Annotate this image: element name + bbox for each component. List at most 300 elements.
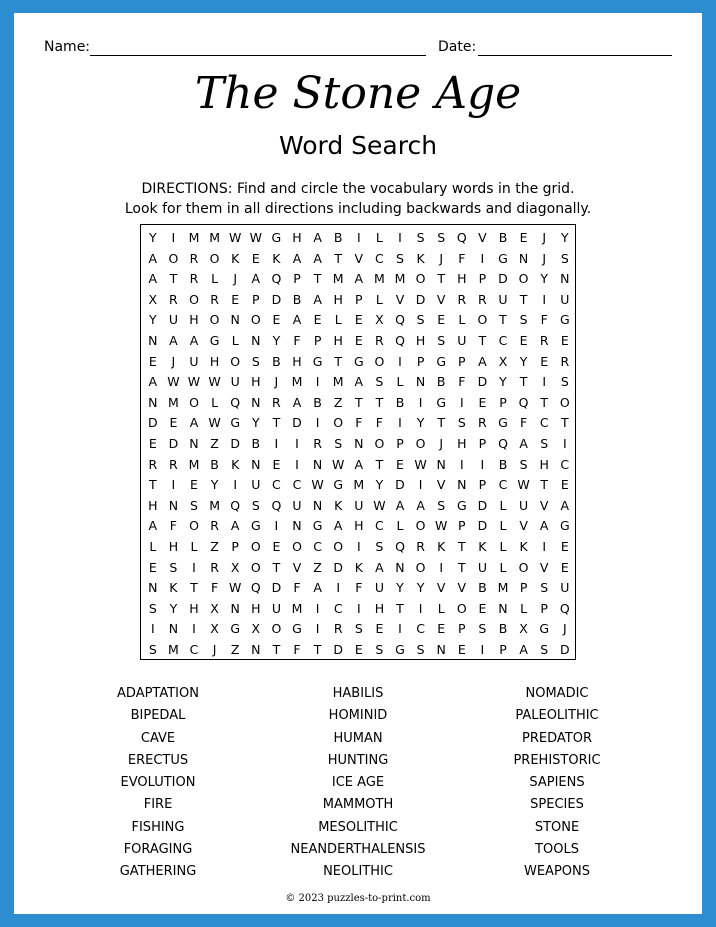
grid-cell[interactable]: L [520,600,528,616]
grid-cell[interactable]: D [477,497,488,513]
grid-cell[interactable]: S [540,642,549,657]
grid-cell[interactable]: A [478,353,487,369]
grid-cell[interactable]: D [292,415,302,431]
grid-cell[interactable]: H [209,353,220,369]
grid-cell[interactable]: H [168,539,179,554]
grid-cell[interactable]: N [498,600,508,616]
grid-cell[interactable]: J [542,230,547,245]
grid-cell[interactable]: K [354,559,363,575]
grid-cell[interactable]: W [435,518,448,534]
grid-cell[interactable]: A [148,250,158,266]
grid-cell[interactable]: M [188,230,200,245]
grid-cell[interactable]: A [354,374,364,390]
grid-cell[interactable]: V [478,230,487,245]
grid-cell[interactable]: H [251,374,261,390]
grid-cell[interactable]: B [210,456,219,472]
grid-cell[interactable]: S [416,230,425,245]
grid-cell[interactable]: S [540,436,549,451]
grid-cell[interactable]: P [478,436,487,451]
grid-cell[interactable]: L [190,539,198,554]
grid-cell[interactable]: N [518,250,529,266]
grid-cell[interactable]: A [251,271,261,287]
grid-cell[interactable]: R [189,250,199,266]
grid-cell[interactable]: R [313,436,322,451]
grid-cell[interactable]: T [396,600,404,616]
grid-cell[interactable]: M [332,271,344,287]
grid-cell[interactable]: Y [251,415,260,431]
grid-cell[interactable]: T [190,580,198,596]
grid-cell[interactable]: T [169,271,178,287]
grid-cell[interactable]: E [560,477,569,493]
grid-cell[interactable]: D [271,580,282,596]
grid-cell[interactable]: P [499,394,507,410]
grid-cell[interactable]: S [457,415,466,431]
grid-cell[interactable]: A [292,250,302,266]
grid-cell[interactable]: M [497,580,509,596]
grid-cell[interactable]: C [560,456,570,472]
grid-cell[interactable]: G [230,621,241,637]
grid-cell[interactable]: S [396,250,404,266]
grid-cell[interactable]: L [396,518,404,534]
grid-cell[interactable]: I [562,436,567,451]
grid-cell[interactable]: B [333,230,343,245]
grid-cell[interactable]: A [333,518,343,534]
grid-cell[interactable]: A [519,642,528,657]
grid-cell[interactable]: D [477,374,488,390]
grid-cell[interactable]: O [189,518,199,534]
grid-cell[interactable]: G [312,518,323,534]
grid-cell[interactable]: W [229,580,242,596]
grid-cell[interactable]: F [458,374,466,390]
grid-cell[interactable]: C [313,539,322,554]
grid-cell[interactable]: F [355,580,363,596]
grid-cell[interactable]: I [418,394,423,410]
grid-cell[interactable]: F [540,312,548,328]
grid-cell[interactable]: O [374,436,385,451]
grid-cell[interactable]: N [148,580,158,596]
grid-cell[interactable]: A [354,271,364,287]
grid-cell[interactable]: P [231,539,239,554]
grid-cell[interactable]: O [250,559,261,575]
grid-cell[interactable]: S [251,353,260,369]
grid-cell[interactable]: O [250,312,261,328]
grid-cell[interactable]: K [272,250,281,266]
grid-cell[interactable]: C [416,621,425,637]
grid-cell[interactable]: X [210,621,219,637]
grid-cell[interactable]: S [416,642,425,657]
grid-cell[interactable]: X [148,291,158,307]
grid-cell[interactable]: O [559,394,570,410]
grid-cell[interactable]: Y [396,580,404,596]
grid-cell[interactable]: D [230,436,240,451]
grid-cell[interactable]: B [498,230,508,245]
grid-cell[interactable]: R [416,539,425,554]
grid-cell[interactable]: H [292,230,302,245]
grid-cell[interactable]: T [375,456,384,472]
grid-cell[interactable]: O [415,436,426,451]
grid-cell[interactable]: W [187,374,201,390]
grid-cell[interactable]: O [209,312,220,328]
grid-cell[interactable]: I [315,415,320,431]
grid-cell[interactable]: L [211,271,219,287]
grid-cell[interactable]: P [416,353,425,369]
grid-cell[interactable]: Q [230,497,241,513]
grid-cell[interactable]: I [459,394,464,410]
grid-cell[interactable]: Y [148,312,157,328]
grid-cell[interactable]: E [354,642,363,657]
grid-cell[interactable]: W [208,374,221,390]
grid-cell[interactable]: A [519,436,528,451]
grid-cell[interactable]: W [167,374,180,390]
grid-cell[interactable]: E [396,456,404,472]
grid-cell[interactable]: F [210,580,219,596]
grid-cell[interactable]: F [375,415,383,431]
grid-cell[interactable]: O [209,250,220,266]
grid-cell[interactable]: N [251,394,261,410]
grid-cell[interactable]: G [250,518,261,534]
grid-cell[interactable]: T [437,415,445,431]
grid-cell[interactable]: L [375,230,383,245]
grid-cell[interactable]: T [375,394,384,410]
grid-cell[interactable]: R [272,394,281,410]
grid-cell[interactable]: I [398,230,402,245]
grid-cell[interactable]: M [209,497,220,513]
grid-cell[interactable]: I [542,539,547,554]
grid-cell[interactable]: E [478,600,487,616]
grid-cell[interactable]: M [353,477,365,493]
grid-cell[interactable]: O [415,271,426,287]
grid-cell[interactable]: Q [518,394,529,410]
grid-cell[interactable]: I [171,230,176,245]
grid-cell[interactable]: H [251,600,261,616]
grid-cell[interactable]: S [148,600,157,616]
grid-cell[interactable]: A [313,230,322,245]
grid-cell[interactable]: U [519,497,529,513]
grid-cell[interactable]: S [519,456,528,472]
grid-cell[interactable]: W [332,456,345,472]
grid-cell[interactable]: I [439,559,444,575]
grid-cell[interactable]: S [375,539,384,554]
grid-cell[interactable]: Y [560,230,569,245]
grid-cell[interactable]: B [478,580,487,596]
grid-cell[interactable]: T [313,642,322,657]
grid-cell[interactable]: B [498,456,508,472]
grid-cell[interactable]: R [539,333,549,348]
grid-cell[interactable]: T [457,559,466,575]
grid-cell[interactable]: O [189,394,199,410]
grid-cell[interactable]: H [189,312,199,328]
grid-cell[interactable]: C [498,333,508,348]
grid-cell[interactable]: A [230,518,240,534]
grid-cell[interactable]: P [478,477,487,493]
grid-cell[interactable]: V [354,250,364,266]
grid-cell[interactable]: N [230,312,240,328]
grid-cell[interactable]: R [333,621,343,637]
grid-cell[interactable]: Y [169,600,178,616]
grid-cell[interactable]: H [148,497,158,513]
grid-cell[interactable]: L [231,333,239,348]
grid-cell[interactable]: U [374,580,384,596]
grid-cell[interactable]: M [167,642,179,657]
grid-cell[interactable]: I [418,477,423,493]
grid-cell[interactable]: K [437,539,446,554]
grid-cell[interactable]: H [333,333,343,348]
grid-cell[interactable]: D [415,291,426,307]
grid-cell[interactable]: H [189,600,199,616]
grid-cell[interactable]: T [272,415,281,431]
grid-cell[interactable]: I [274,436,279,451]
grid-cell[interactable]: E [148,559,157,575]
grid-cell[interactable]: T [560,415,569,431]
grid-cell[interactable]: D [147,415,158,431]
grid-cell[interactable]: U [560,291,570,307]
grid-cell[interactable]: N [148,333,158,348]
grid-cell[interactable]: Z [210,539,219,554]
grid-cell[interactable]: G [333,477,344,493]
grid-cell[interactable]: W [311,477,324,493]
grid-cell[interactable]: S [437,497,446,513]
grid-cell[interactable]: S [354,621,363,637]
grid-cell[interactable]: A [292,312,302,328]
grid-cell[interactable]: H [374,600,385,616]
grid-cell[interactable]: S [190,497,198,513]
grid-cell[interactable]: Q [250,580,261,596]
grid-cell[interactable]: V [436,291,446,307]
grid-cell[interactable]: G [559,312,570,328]
grid-cell[interactable]: I [233,477,238,493]
grid-cell[interactable]: A [313,291,322,307]
grid-cell[interactable]: R [560,353,570,369]
grid-cell[interactable]: C [189,642,199,657]
grid-cell[interactable]: R [375,333,384,348]
grid-cell[interactable]: N [292,518,302,534]
grid-cell[interactable]: R [210,518,219,534]
grid-cell[interactable]: D [333,642,343,657]
grid-cell[interactable]: D [559,642,570,657]
grid-cell[interactable]: E [478,394,487,410]
grid-cell[interactable]: S [560,374,569,390]
grid-cell[interactable]: Q [395,539,405,554]
grid-cell[interactable]: E [190,477,198,493]
grid-cell[interactable]: L [499,518,507,534]
grid-cell[interactable]: B [395,394,405,410]
grid-cell[interactable]: K [478,539,487,554]
grid-cell[interactable]: Y [499,374,507,390]
grid-cell[interactable]: T [499,312,507,328]
grid-cell[interactable]: N [148,394,158,410]
grid-cell[interactable]: Q [498,436,508,451]
grid-cell[interactable]: I [398,353,402,369]
grid-cell[interactable]: Q [271,271,282,287]
grid-cell[interactable]: P [478,271,487,287]
grid-cell[interactable]: J [562,621,567,637]
grid-cell[interactable]: I [315,621,320,637]
grid-cell[interactable]: J [439,250,444,266]
grid-cell[interactable]: I [356,230,361,245]
grid-cell[interactable]: P [396,436,404,451]
grid-cell[interactable]: C [539,415,549,431]
grid-cell[interactable]: Y [210,477,219,493]
grid-cell[interactable]: L [437,600,445,616]
grid-cell[interactable]: T [478,333,487,348]
grid-cell[interactable]: Y [272,333,281,348]
grid-cell[interactable]: H [457,271,467,287]
grid-cell[interactable]: X [210,600,219,616]
grid-cell[interactable]: K [231,250,240,266]
grid-cell[interactable]: V [395,291,405,307]
grid-cell[interactable]: T [540,394,548,410]
grid-cell[interactable]: T [354,394,363,410]
grid-cell[interactable]: X [519,621,528,637]
grid-cell[interactable]: H [354,518,364,534]
grid-cell[interactable]: Z [333,394,343,410]
grid-cell[interactable]: S [169,559,178,575]
grid-cell[interactable]: N [436,642,446,657]
grid-cell[interactable]: E [540,353,549,369]
grid-cell[interactable]: Z [230,642,240,657]
grid-cell[interactable]: A [148,518,158,534]
grid-cell[interactable]: X [251,621,261,637]
grid-cell[interactable]: S [334,436,343,451]
grid-cell[interactable]: U [271,600,281,616]
grid-cell[interactable]: R [478,291,487,307]
grid-cell[interactable]: A [189,415,199,431]
grid-cell[interactable]: R [478,415,487,431]
grid-cell[interactable]: H [415,333,426,348]
grid-cell[interactable]: A [169,333,178,348]
grid-cell[interactable]: D [498,271,508,287]
grid-cell[interactable]: I [192,621,196,637]
grid-cell[interactable]: E [354,312,363,328]
grid-cell[interactable]: Y [540,271,548,287]
grid-cell[interactable]: Y [416,580,425,596]
grid-cell[interactable]: E [354,333,363,348]
grid-cell[interactable]: E [457,642,466,657]
grid-cell[interactable]: S [437,333,446,348]
grid-cell[interactable]: A [560,497,570,513]
grid-cell[interactable]: T [272,559,281,575]
grid-cell[interactable]: O [189,291,199,307]
grid-cell[interactable]: Z [210,436,219,451]
grid-cell[interactable]: O [250,539,261,554]
grid-cell[interactable]: O [230,353,241,369]
grid-cell[interactable]: E [231,291,240,307]
grid-cell[interactable]: V [539,497,549,513]
grid-cell[interactable]: N [251,642,261,657]
grid-cell[interactable]: A [354,456,364,472]
grid-cell[interactable]: K [416,250,425,266]
grid-cell[interactable]: I [295,456,299,472]
grid-cell[interactable]: F [169,518,177,534]
grid-cell[interactable]: E [560,559,569,575]
grid-cell[interactable]: I [274,518,279,534]
grid-cell[interactable]: M [209,230,220,245]
grid-cell[interactable]: F [458,250,466,266]
grid-cell[interactable]: S [375,374,384,390]
grid-cell[interactable]: I [398,621,402,637]
grid-cell[interactable]: N [230,600,240,616]
grid-cell[interactable]: R [148,456,158,472]
grid-cell[interactable]: T [457,539,466,554]
grid-cell[interactable]: W [517,477,530,493]
grid-cell[interactable]: E [519,333,528,348]
grid-cell[interactable]: C [272,477,281,493]
grid-cell[interactable]: J [274,374,279,390]
grid-cell[interactable]: Q [559,600,570,616]
grid-cell[interactable]: E [519,230,528,245]
grid-cell[interactable]: O [518,559,529,575]
grid-cell[interactable]: O [415,518,426,534]
grid-cell[interactable]: G [498,415,508,431]
grid-cell[interactable]: T [519,291,528,307]
grid-cell[interactable]: L [375,291,383,307]
grid-cell[interactable]: L [499,559,507,575]
grid-cell[interactable]: F [293,580,301,596]
grid-cell[interactable]: Q [271,497,282,513]
grid-cell[interactable]: L [149,539,157,554]
grid-cell[interactable]: U [560,580,570,596]
grid-cell[interactable]: P [540,600,548,616]
grid-cell[interactable]: F [519,415,528,431]
grid-cell[interactable]: S [560,250,569,266]
grid-cell[interactable]: S [251,497,260,513]
grid-cell[interactable]: Q [456,230,467,245]
grid-cell[interactable]: I [356,600,361,616]
grid-cell[interactable]: T [334,353,342,369]
grid-cell[interactable]: Y [519,353,528,369]
grid-cell[interactable]: S [437,230,446,245]
grid-cell[interactable]: G [559,518,570,534]
grid-cell[interactable]: H [333,291,343,307]
grid-cell[interactable]: G [498,250,508,266]
grid-cell[interactable]: X [230,559,240,575]
grid-cell[interactable]: N [312,456,323,472]
grid-cell[interactable]: A [148,271,158,287]
grid-cell[interactable]: U [498,291,508,307]
grid-cell[interactable]: I [542,374,547,390]
grid-cell[interactable]: N [312,497,323,513]
grid-cell[interactable]: T [519,374,528,390]
grid-cell[interactable]: V [457,580,467,596]
grid-cell[interactable]: G [209,333,220,348]
grid-cell[interactable]: U [292,497,302,513]
grid-cell[interactable]: Y [148,230,157,245]
grid-cell[interactable]: E [148,353,157,369]
grid-cell[interactable]: W [249,230,262,245]
grid-cell[interactable]: U [251,477,261,493]
grid-cell[interactable]: Q [230,394,241,410]
grid-cell[interactable]: A [416,497,425,513]
grid-cell[interactable]: U [354,497,364,513]
grid-cell[interactable]: Z [313,559,322,575]
grid-cell[interactable]: E [560,333,569,348]
grid-cell[interactable]: I [480,250,485,266]
grid-cell[interactable]: W [414,456,427,472]
grid-cell[interactable]: I [480,642,485,657]
grid-cell[interactable]: A [375,559,384,575]
grid-cell[interactable]: O [333,539,344,554]
grid-cell[interactable]: H [457,436,467,451]
grid-cell[interactable]: M [332,374,344,390]
grid-cell[interactable]: Y [375,477,384,493]
grid-cell[interactable]: O [518,271,529,287]
grid-cell[interactable]: W [208,415,221,431]
grid-cell[interactable]: G [312,353,323,369]
grid-cell[interactable]: V [436,580,446,596]
grid-cell[interactable]: N [395,559,405,575]
grid-cell[interactable]: I [295,436,299,451]
grid-cell[interactable]: M [291,600,303,616]
